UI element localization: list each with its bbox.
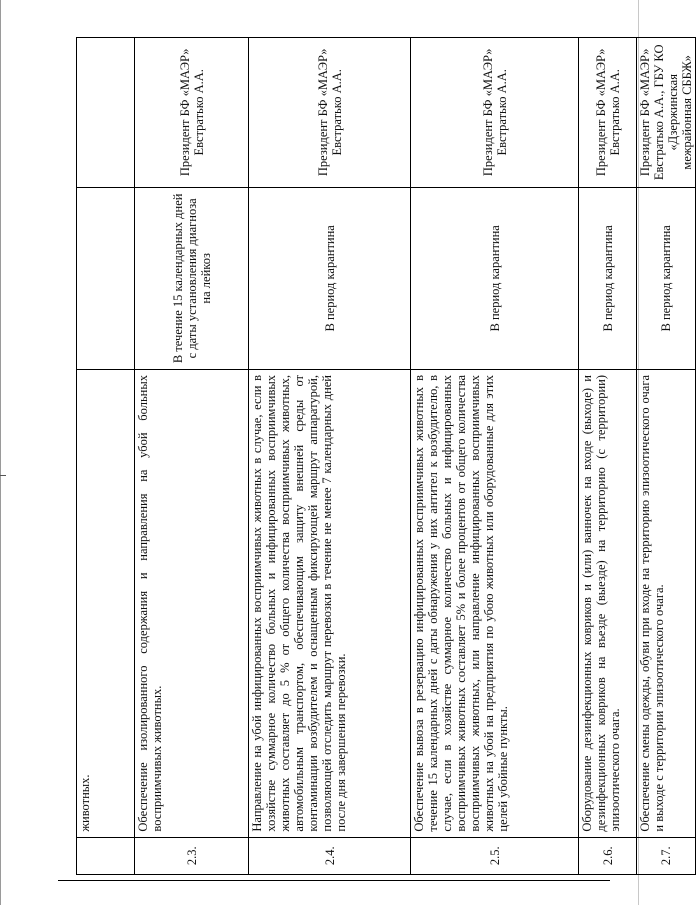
table-row	[135, 38, 249, 875]
measure-responsible: Президент БФ «МАЭР» Евстратько А.А.	[249, 38, 411, 188]
measure-responsible: Президент БФ «МАЭР» Евстратько А.А.	[135, 38, 249, 188]
measure-term: В период карантина	[637, 187, 696, 369]
measure-responsible: Президент БФ «МАЭР» Евстратько А.А., ГБУ КО «Дзержинская межрайонная СББЖ»	[637, 38, 696, 188]
table-row	[579, 38, 637, 875]
table-row	[249, 38, 411, 875]
table-row-continuation	[77, 38, 135, 875]
measure-term: В период карантина	[411, 187, 579, 369]
continuation-text: животных.	[77, 370, 135, 838]
rotated-table-wrapper	[76, 37, 694, 875]
measure-description: Обеспечение вывоза в резервацию инфицированных восприимчивых животных в течение 15 календарных дней с даты обнаружения у них антител к возбудителю, в случае, если в хозяйстве суммарное количество больных и инфицированных восприимчивых животных составляет 5% и более процентов от общего количества восприимчивых животных, или направление инфицированных восприимчивых животных на убой на предприятия по убою животных или оборудованные для этих целей убойные пункты.	[411, 370, 579, 838]
measure-term: В период карантина	[249, 187, 411, 369]
row-number-cell	[77, 837, 135, 874]
row-number: 2.4.	[249, 837, 411, 874]
measure-description: Направление на убой инфицированных восприимчивых животных в случае, если в хозяйстве суммарное количество больных и инфицированных восприимчивых животных составляет до 5 % от общего количества восприимчивых животных, автомобильным транспортом, обеспечивающим защиту внешней среды от контаминации возбудителем и оснащенным фиксирующей маршрут аппаратурой, позволяющей отследить маршрут перевозки в течение не менее 7 календарных дней после дня завершения перевозки.	[249, 370, 411, 838]
measure-responsible: Президент БФ «МАЭР» Евстратько А.А.	[579, 38, 637, 188]
bottom-rule	[58, 880, 610, 881]
page-mark	[0, 475, 6, 476]
row-number: 2.6.	[579, 837, 637, 874]
row-number: 2.5.	[411, 837, 579, 874]
row-number: 2.3.	[135, 837, 249, 874]
empty-responsible-cell	[77, 38, 135, 188]
measure-term: В период карантина	[579, 187, 637, 369]
measure-description: Обеспечение изолированного содержания и направления на убой больных восприимчивых животных.	[135, 370, 249, 838]
measure-term: В течение 15 календарных дней с даты установления диагноза на лейкоз	[135, 187, 249, 369]
empty-term-cell	[77, 187, 135, 369]
measure-description: Обеспечение смены одежды, обуви при входе на территорию эпизоотического очага и выходе с территории эпизоотического очага.	[637, 370, 696, 838]
measure-description: Оборудование дезинфекционных ковриков и (или) ванночек на входе (выходе) и дезинфекционных ковриков на въезде (выезде) на территорию (с территории) эпизоотического очага.	[579, 370, 637, 838]
measure-responsible: Президент БФ «МАЭР» Евстратько А.А.	[411, 38, 579, 188]
row-number: 2.7.	[637, 837, 696, 874]
table-row	[637, 38, 696, 875]
table-row	[411, 38, 579, 875]
measures-table	[76, 37, 696, 875]
scan-edge-left	[0, 0, 1, 905]
